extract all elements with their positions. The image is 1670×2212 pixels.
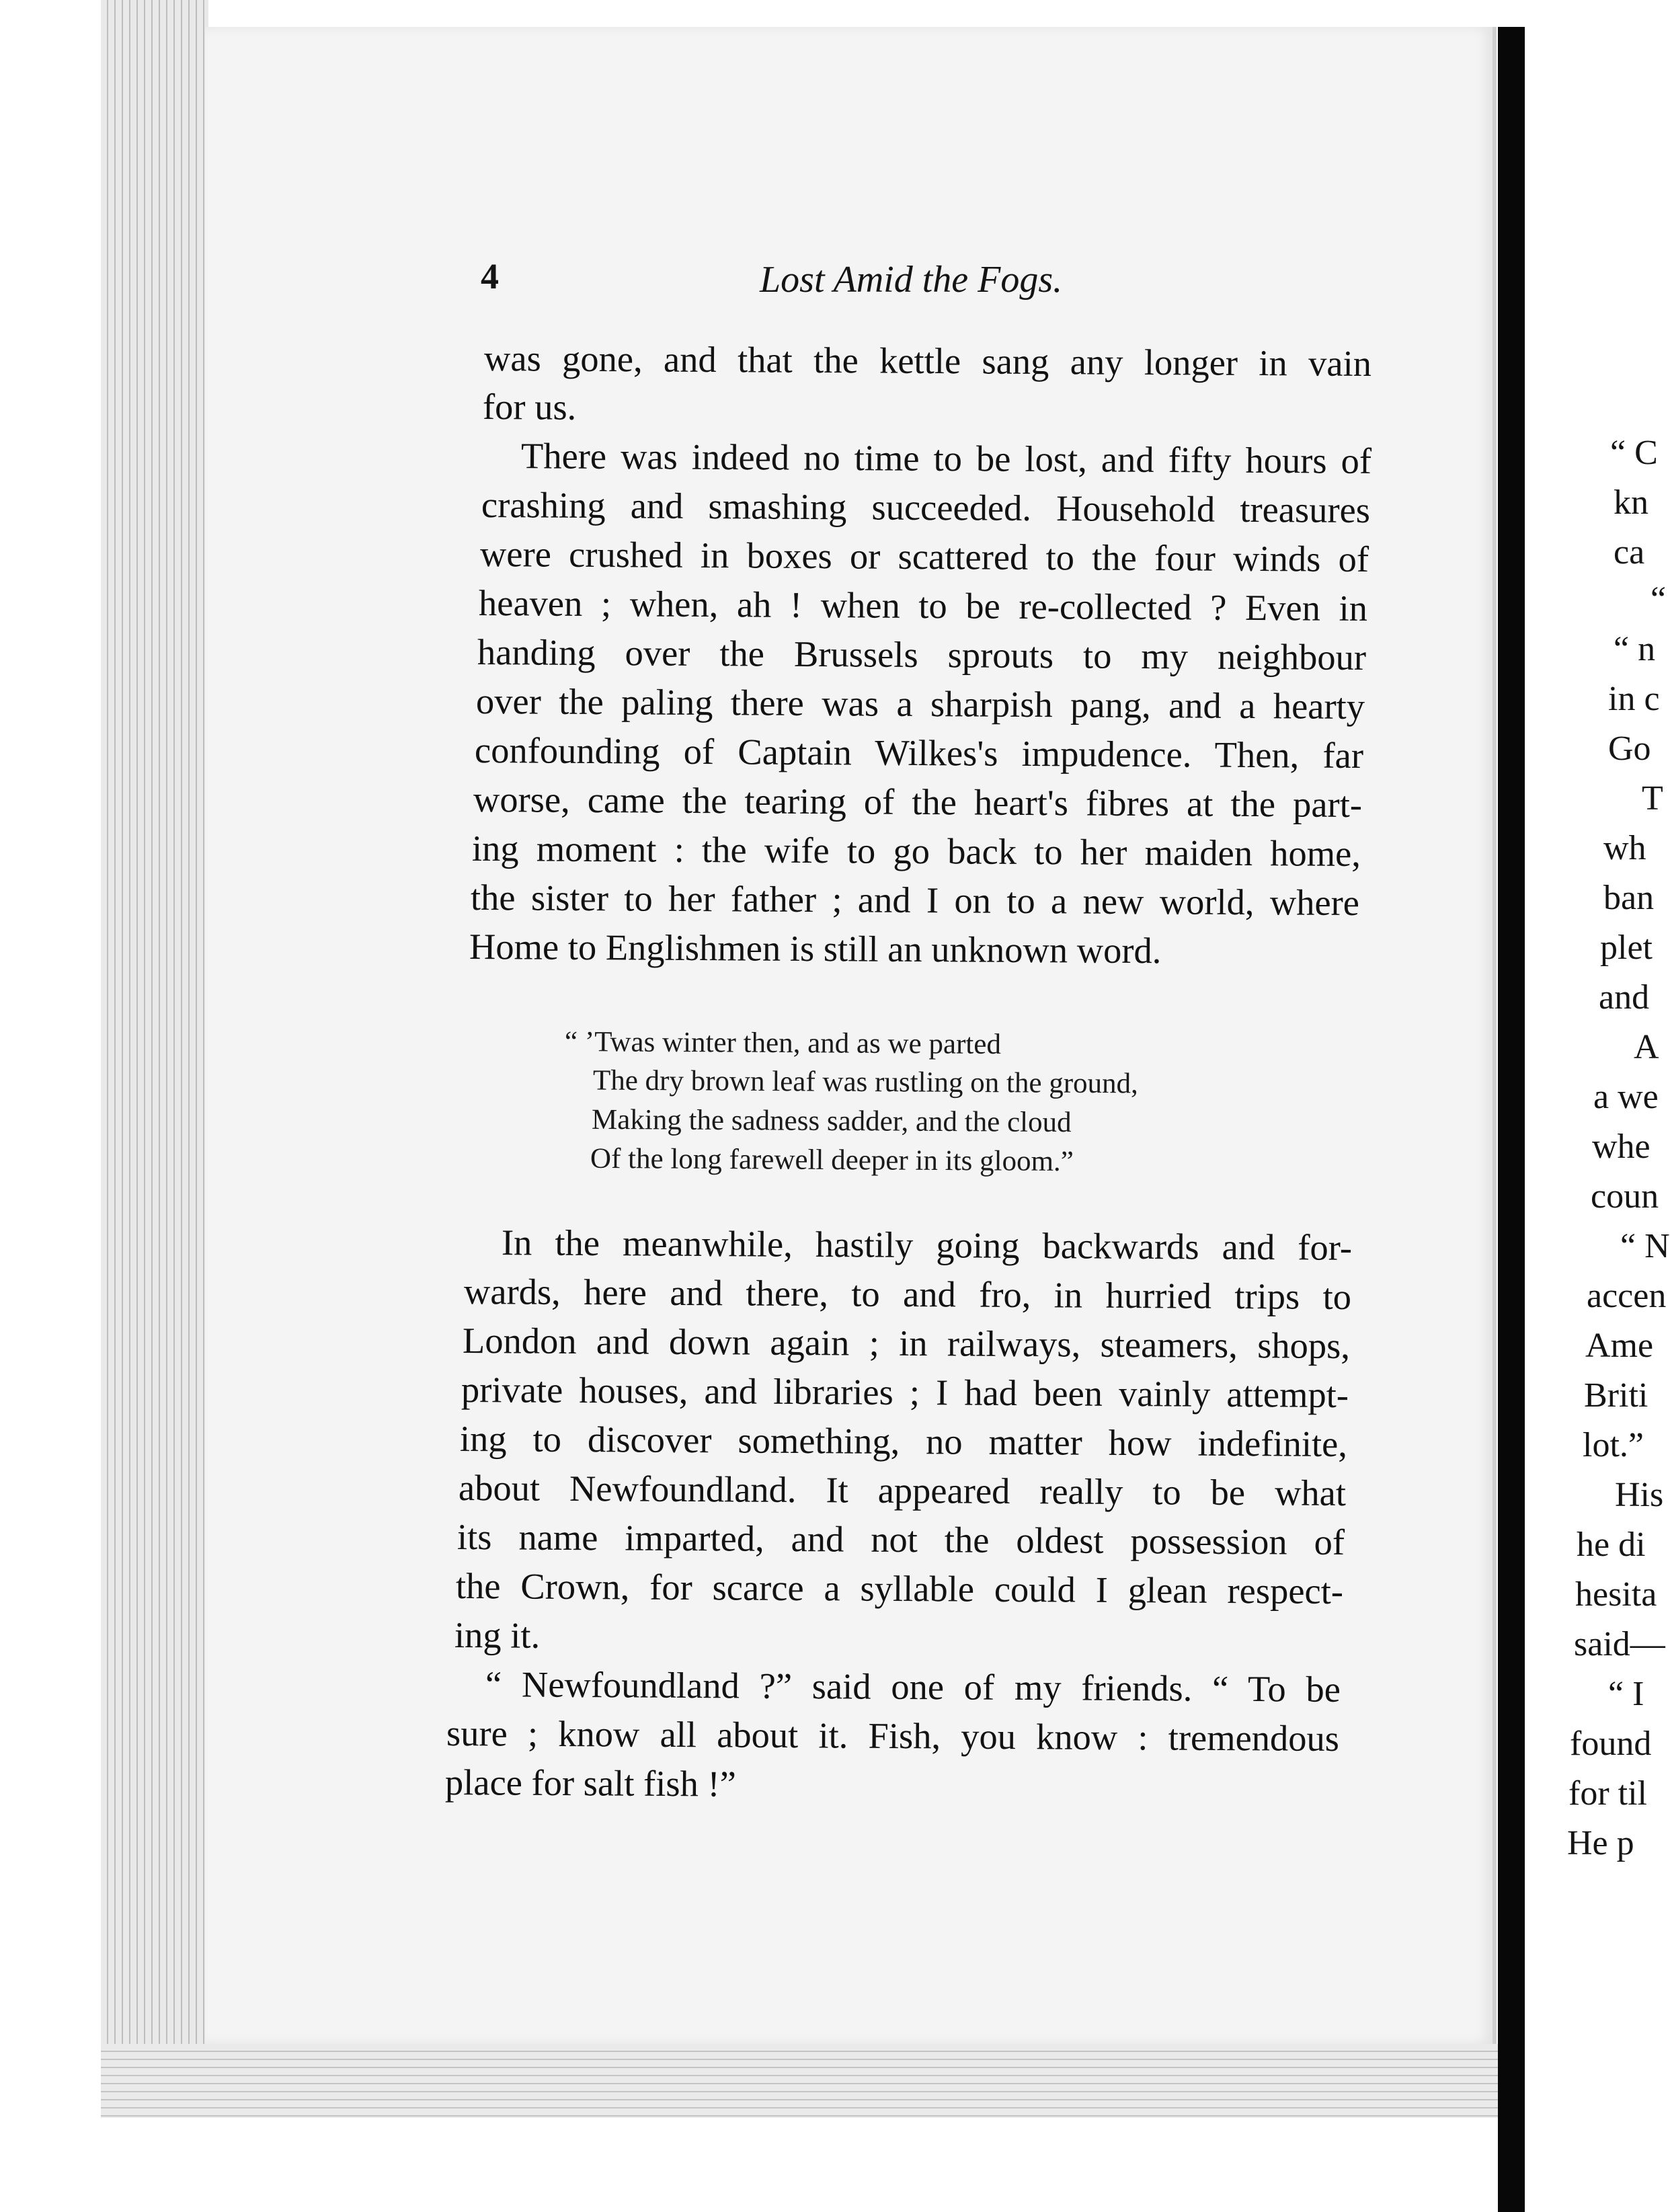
- facing-page-fragment: “ C: [1610, 434, 1658, 472]
- text-line: wards, here and there, to and fro, in hurried trips to: [463, 1270, 1352, 1318]
- page-number: 4: [481, 256, 499, 297]
- page-edges-bottom: [101, 2044, 1499, 2118]
- text-line: crashing and smashing succeeded. Household treasures: [481, 483, 1371, 531]
- text-line: There was indeed no time to be lost, and fifty hours of: [520, 435, 1372, 481]
- facing-page-fragment: wh: [1603, 829, 1646, 867]
- verse-line: “ ’Twas winter then, and as we parted: [564, 1026, 1002, 1060]
- facing-page-fragment: coun: [1591, 1177, 1659, 1216]
- text-line: private houses, and libraries ; I had been vainly attempt-: [461, 1368, 1349, 1416]
- page-edges: [101, 0, 208, 2118]
- facing-page-fragment: “ I: [1608, 1675, 1644, 1713]
- text-line: handing over the Brussels sprouts to my neighbour: [477, 631, 1367, 678]
- facing-page-fragment: Ame: [1585, 1327, 1654, 1365]
- book-gutter: [1498, 27, 1525, 2212]
- text-line: ing it.: [454, 1614, 541, 1656]
- text-line: London and down again ; in railways, steamers, shops,: [462, 1319, 1351, 1367]
- facing-page-fragment: whe: [1592, 1128, 1651, 1166]
- text-line: were crushed in boxes or scattered to the four winds of: [479, 532, 1369, 580]
- text-line: over the paling there was a sharpish pang, and a hearty: [475, 680, 1365, 727]
- facing-page-fragment: “: [1651, 580, 1667, 619]
- text-line: In the meanwhile, hastily going backwards and for-: [501, 1222, 1353, 1268]
- running-title: Lost Amid the Fogs.: [760, 259, 1063, 301]
- text-line: for us.: [482, 385, 577, 428]
- facing-page-fragment: found: [1570, 1725, 1652, 1763]
- facing-page-fragment: He p: [1567, 1824, 1634, 1862]
- text-line: was gone, and that the kettle sang any longer in vain: [483, 337, 1372, 385]
- facing-page-fragment: Go: [1608, 729, 1651, 768]
- facing-page-fragment: plet: [1600, 929, 1653, 967]
- facing-page-fragment: lot.”: [1583, 1426, 1644, 1464]
- facing-page-fragment: a we: [1593, 1078, 1659, 1116]
- facing-page-fragment: in c: [1608, 680, 1660, 718]
- facing-page-fragment: “ n: [1614, 630, 1656, 668]
- text-line: heaven ; when, ah ! when to be re-collected ? Even in: [478, 582, 1368, 629]
- facing-page-fragment: said—: [1574, 1625, 1665, 1663]
- text-line: the Crown, for scarce a syllable could I glean respect-: [455, 1565, 1344, 1612]
- text-line: the sister to her father ; and I on to a new world, where: [470, 876, 1360, 924]
- text-line: sure ; know all about it. Fish, you know : tremendous: [446, 1712, 1340, 1760]
- facing-page-fragment: accen: [1587, 1277, 1667, 1315]
- text-line: about Newfoundland. It appeared really to be what: [458, 1466, 1347, 1514]
- facing-page-fragment: he di: [1577, 1526, 1646, 1564]
- facing-page-fragment: Briti: [1584, 1376, 1648, 1415]
- facing-page-fragment: T: [1642, 779, 1663, 818]
- facing-page-fragment: ban: [1603, 879, 1655, 917]
- text-line: Home to Englishmen is still an unknown word.: [469, 925, 1162, 972]
- verse-line: Making the sadness sadder, and the cloud: [591, 1103, 1072, 1139]
- text-line: “ Newfoundland ?” said one of my friends. “ To be: [485, 1663, 1341, 1710]
- text-line: place for salt fish !”: [444, 1761, 736, 1805]
- facing-page-fragment: hesita: [1575, 1575, 1657, 1614]
- facing-page-fragment: ca: [1614, 533, 1645, 571]
- verse-line: Of the long farewell deeper in its gloom.”: [590, 1142, 1074, 1178]
- facing-page-fragment: for til: [1568, 1774, 1647, 1813]
- text-line: its name imparted, and not the oldest possession of: [456, 1515, 1345, 1563]
- text-line: ing to discover something, no matter how indefinite,: [459, 1417, 1348, 1465]
- facing-page-fragment: “ N: [1620, 1227, 1670, 1265]
- text-line: worse, came the tearing of the heart's fibres at the part-: [473, 778, 1363, 826]
- facing-page-fragment: and: [1599, 978, 1650, 1017]
- facing-page-fragment: A: [1634, 1028, 1659, 1066]
- facing-page-fragment: kn: [1614, 483, 1648, 522]
- text-line: confounding of Captain Wilkes's impudence. Then, far: [474, 729, 1364, 777]
- text-line: ing moment : the wife to go back to her maiden home,: [471, 827, 1361, 875]
- verse-line: The dry brown leaf was rustling on the ground,: [592, 1064, 1138, 1100]
- facing-page-fragment: His: [1615, 1476, 1664, 1514]
